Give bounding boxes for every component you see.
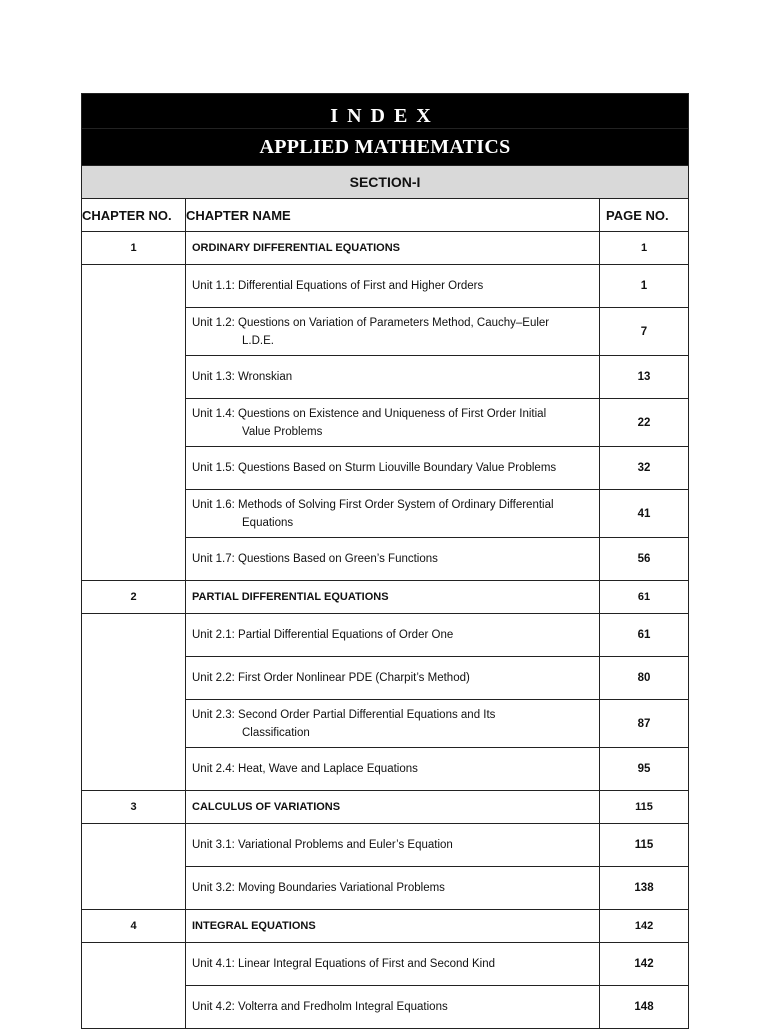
chapter-number: 2 <box>82 581 186 614</box>
unit-line <box>192 405 591 423</box>
unit-name <box>186 308 600 356</box>
unit-code: Unit 1.6: <box>192 498 235 511</box>
unit-page: 115 <box>600 824 689 867</box>
unit-title: Questions on Existence and Uniqueness of First Order Initial <box>238 407 547 420</box>
chapter-number-blank <box>82 614 186 791</box>
unit-code: Unit 2.3: <box>192 708 235 721</box>
unit-name <box>186 748 600 791</box>
unit-row <box>82 265 689 308</box>
chapter-number-blank <box>82 943 186 1029</box>
column-header-page-no: PAGE NO. <box>600 199 689 232</box>
unit-title-continued: L.D.E. <box>242 334 274 347</box>
chapter-number: 3 <box>82 791 186 824</box>
chapter-row <box>82 232 689 265</box>
unit-name <box>186 490 600 538</box>
chapter-page: 1 <box>600 232 689 265</box>
unit-page: 7 <box>600 308 689 356</box>
unit-line <box>192 550 591 568</box>
unit-line <box>192 496 591 514</box>
unit-code: Unit 2.1: <box>192 629 235 641</box>
unit-name <box>186 356 600 399</box>
unit-title: First Order Nonlinear PDE (Charpit’s Method) <box>238 672 470 684</box>
column-header-chapter-name: CHAPTER NAME <box>186 199 600 232</box>
unit-title: Differential Equations of First and Higher Orders <box>238 280 484 292</box>
unit-line <box>192 459 591 477</box>
unit-line <box>192 998 591 1016</box>
unit-name <box>186 867 600 910</box>
chapter-row <box>82 910 689 943</box>
unit-page: 87 <box>600 700 689 748</box>
section-title: SECTION-I <box>82 166 689 199</box>
unit-line <box>192 314 591 332</box>
unit-page: 61 <box>600 614 689 657</box>
unit-page: 142 <box>600 943 689 986</box>
unit-code: Unit 4.2: <box>192 1001 235 1013</box>
unit-title-continued: Equations <box>242 516 294 529</box>
unit-name <box>186 824 600 867</box>
index-table <box>81 93 689 1029</box>
unit-title: Moving Boundaries Variational Problems <box>238 882 445 894</box>
unit-name <box>186 986 600 1029</box>
unit-name <box>186 943 600 986</box>
unit-line <box>192 955 591 973</box>
unit-title-continued: Classification <box>242 726 310 739</box>
unit-code: Unit 1.1: <box>192 280 235 292</box>
unit-row <box>82 614 689 657</box>
chapter-name: PARTIAL DIFFERENTIAL EQUATIONS <box>186 581 600 614</box>
unit-title: Questions on Variation of Parameters Method, Cauchy–Euler <box>238 316 550 329</box>
chapter-number: 1 <box>82 232 186 265</box>
unit-row <box>82 824 689 867</box>
unit-name <box>186 657 600 700</box>
unit-code: Unit 1.7: <box>192 553 235 565</box>
unit-page: 80 <box>600 657 689 700</box>
unit-title: Volterra and Fredholm Integral Equations <box>238 1001 448 1013</box>
unit-title: Questions Based on Green’s Functions <box>238 553 438 565</box>
unit-title: Wronskian <box>238 371 293 383</box>
chapter-number: 4 <box>82 910 186 943</box>
unit-name <box>186 700 600 748</box>
unit-title-continued: Value Problems <box>242 425 323 438</box>
unit-code: Unit 4.1: <box>192 958 235 970</box>
unit-page: 13 <box>600 356 689 399</box>
unit-title: Heat, Wave and Laplace Equations <box>238 763 418 775</box>
chapter-name: ORDINARY DIFFERENTIAL EQUATIONS <box>186 232 600 265</box>
unit-code: Unit 1.2: <box>192 316 235 329</box>
unit-row <box>82 943 689 986</box>
chapter-page: 61 <box>600 581 689 614</box>
unit-line <box>192 626 591 644</box>
index-title: INDEX <box>82 94 689 129</box>
subject-title: APPLIED MATHEMATICS <box>82 129 689 166</box>
unit-name <box>186 614 600 657</box>
unit-title: Methods of Solving First Order System of Ordinary Differential <box>238 498 554 511</box>
unit-page: 22 <box>600 399 689 447</box>
unit-page: 56 <box>600 538 689 581</box>
unit-code: Unit 1.5: <box>192 462 235 474</box>
chapter-name: CALCULUS OF VARIATIONS <box>186 791 600 824</box>
chapter-name: INTEGRAL EQUATIONS <box>186 910 600 943</box>
unit-title: Variational Problems and Euler’s Equation <box>238 839 453 851</box>
unit-code: Unit 3.2: <box>192 882 235 894</box>
unit-page: 1 <box>600 265 689 308</box>
unit-name <box>186 265 600 308</box>
unit-page: 138 <box>600 867 689 910</box>
unit-line <box>192 836 591 854</box>
unit-code: Unit 2.4: <box>192 763 235 775</box>
chapter-row <box>82 791 689 824</box>
unit-code: Unit 1.4: <box>192 407 235 420</box>
unit-code: Unit 2.2: <box>192 672 235 684</box>
unit-name <box>186 447 600 490</box>
unit-title: Questions Based on Sturm Liouville Boundary Value Problems <box>238 462 557 474</box>
unit-page: 148 <box>600 986 689 1029</box>
unit-page: 95 <box>600 748 689 791</box>
unit-line <box>192 277 591 295</box>
unit-line <box>192 706 591 724</box>
unit-name <box>186 399 600 447</box>
unit-page: 41 <box>600 490 689 538</box>
chapter-number-blank <box>82 265 186 581</box>
unit-title: Partial Differential Equations of Order One <box>238 629 454 641</box>
unit-page: 32 <box>600 447 689 490</box>
column-header-chapter-no: CHAPTER NO. <box>82 199 186 232</box>
unit-title: Linear Integral Equations of First and Second Kind <box>238 958 496 970</box>
unit-line <box>192 879 591 897</box>
unit-title: Second Order Partial Differential Equations and Its <box>238 708 496 721</box>
unit-name <box>186 538 600 581</box>
unit-code: Unit 3.1: <box>192 839 235 851</box>
unit-line <box>192 368 591 386</box>
unit-line <box>192 669 591 687</box>
chapter-page: 115 <box>600 791 689 824</box>
chapter-number-blank <box>82 824 186 910</box>
chapter-page: 142 <box>600 910 689 943</box>
chapter-row <box>82 581 689 614</box>
unit-code: Unit 1.3: <box>192 371 235 383</box>
unit-line <box>192 760 591 778</box>
